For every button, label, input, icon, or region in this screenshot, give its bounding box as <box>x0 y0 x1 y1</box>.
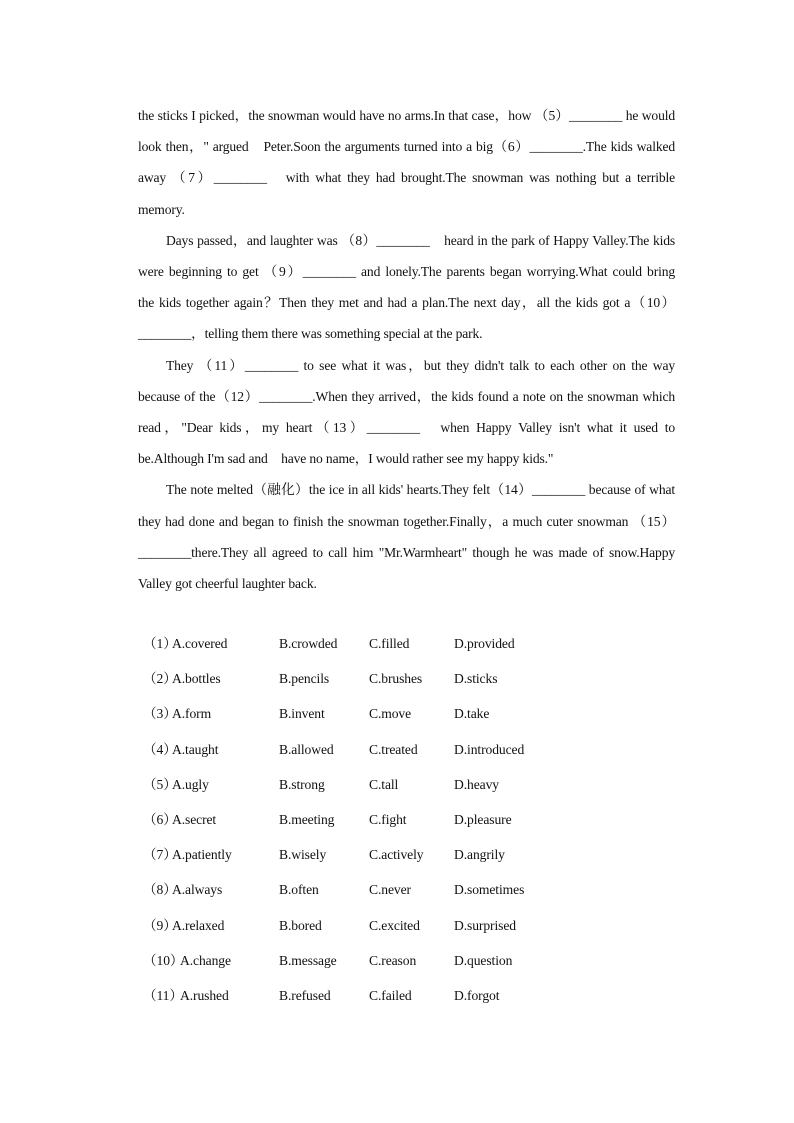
option-c: C.tall <box>369 776 399 792</box>
option-b: B.invent <box>279 706 325 722</box>
option-b: B.bored <box>279 917 322 933</box>
question-number: （2） <box>143 671 177 687</box>
option-b: B.allowed <box>279 741 334 757</box>
option-row <box>143 769 663 804</box>
question-number: （1） <box>143 636 177 651</box>
option-a: A.covered <box>172 636 228 651</box>
option-a: A.always <box>172 882 223 898</box>
question-number: （4） <box>143 741 177 757</box>
passage-paragraph: The note melted（融化）the ice in all kids' hearts.They felt（14）________ because of what they had done and began to finish the snowman together.Finally，a much cuter snowman （15）________there.They all agreed to call him "Mr.Warmheart" though he was made of snow.Happy Valley got cheerful laughter back. <box>138 482 675 592</box>
option-b: B.pencils <box>279 671 330 687</box>
option-a: A.secret <box>172 811 217 827</box>
option-row <box>143 874 663 909</box>
option-row <box>143 839 663 874</box>
passage-paragraph: Days passed，and laughter was （8）________ heard in the park of Happy Valley.The kids were beginning to get （9）________ and lonely.The parents began worrying.What could bring the kids together again？Then they met and had a plan.The next day，all the kids got a（10）________，telling them there was something special at the park. <box>138 232 702 342</box>
option-c: C.actively <box>369 847 424 863</box>
option-a: A.change <box>180 952 231 968</box>
question-number: （7） <box>143 847 177 863</box>
option-b: B.wisely <box>279 847 327 863</box>
question-number: （8） <box>143 882 177 898</box>
option-c: C.excited <box>369 917 420 933</box>
option-row <box>143 804 663 839</box>
option-b: B.refused <box>279 987 331 1003</box>
option-b: B.often <box>279 882 319 898</box>
question-number: （11） <box>143 987 183 1003</box>
option-a: A.patiently <box>172 847 232 863</box>
question-number: （9） <box>143 917 177 933</box>
option-row <box>143 734 663 769</box>
option-a: A.ugly <box>172 776 209 792</box>
option-d: D.provided <box>454 636 515 651</box>
option-d: D.question <box>454 952 513 968</box>
option-b: B.message <box>279 952 337 968</box>
passage-paragraph: the sticks I picked，the snowman would have no arms.In that case，how （5）________ he would look then，" argued Peter.Soon the arguments turned into a big（6）________.The kids walked away （7）________ with what they had brought.The snowman was nothing but a terrible memory. <box>138 108 675 217</box>
option-a: A.taught <box>172 741 219 757</box>
option-row <box>143 980 663 1015</box>
option-b: B.crowded <box>279 636 338 651</box>
option-d: D.surprised <box>454 917 516 933</box>
option-d: D.heavy <box>454 776 499 792</box>
cloze-passage <box>138 100 702 599</box>
option-c: C.reason <box>369 952 417 968</box>
option-c: C.treated <box>369 741 418 757</box>
option-c: C.move <box>369 706 412 722</box>
option-d: D.forgot <box>454 987 500 1003</box>
option-row <box>143 945 663 980</box>
option-c: C.filled <box>369 636 410 651</box>
option-b: B.strong <box>279 776 325 792</box>
question-number: （10） <box>143 952 184 968</box>
question-number: （5） <box>143 776 177 792</box>
option-d: D.introduced <box>454 741 525 757</box>
option-a: A.bottles <box>172 671 221 687</box>
option-a: A.form <box>172 706 212 722</box>
option-row <box>143 910 663 945</box>
option-d: D.take <box>454 706 490 722</box>
option-a: A.relaxed <box>172 917 225 933</box>
option-d: D.sticks <box>454 671 498 687</box>
option-d: D.angrily <box>454 847 505 863</box>
option-row <box>143 698 663 733</box>
option-row <box>143 628 663 663</box>
question-number: （3） <box>143 706 177 722</box>
option-row <box>143 663 663 698</box>
passage-paragraph: They （11）________ to see what it was，but they didn't talk to each other on the way because of the（12）________.When they arrived，the kids found a note on the snowman which read，"Dear kids，my heart（13）________ when Happy Valley isn't what it used to be.Although I'm sad and have no name，I would rather see my happy kids." <box>138 357 675 467</box>
option-b: B.meeting <box>279 811 335 827</box>
option-c: C.fight <box>369 811 407 827</box>
option-d: D.pleasure <box>454 811 512 827</box>
option-c: C.never <box>369 882 411 898</box>
option-c: C.failed <box>369 987 412 1003</box>
option-a: A.rushed <box>180 987 229 1003</box>
answer-options-list <box>143 628 663 1015</box>
question-number: （6） <box>143 811 177 827</box>
option-d: D.sometimes <box>454 882 525 898</box>
option-c: C.brushes <box>369 671 423 687</box>
